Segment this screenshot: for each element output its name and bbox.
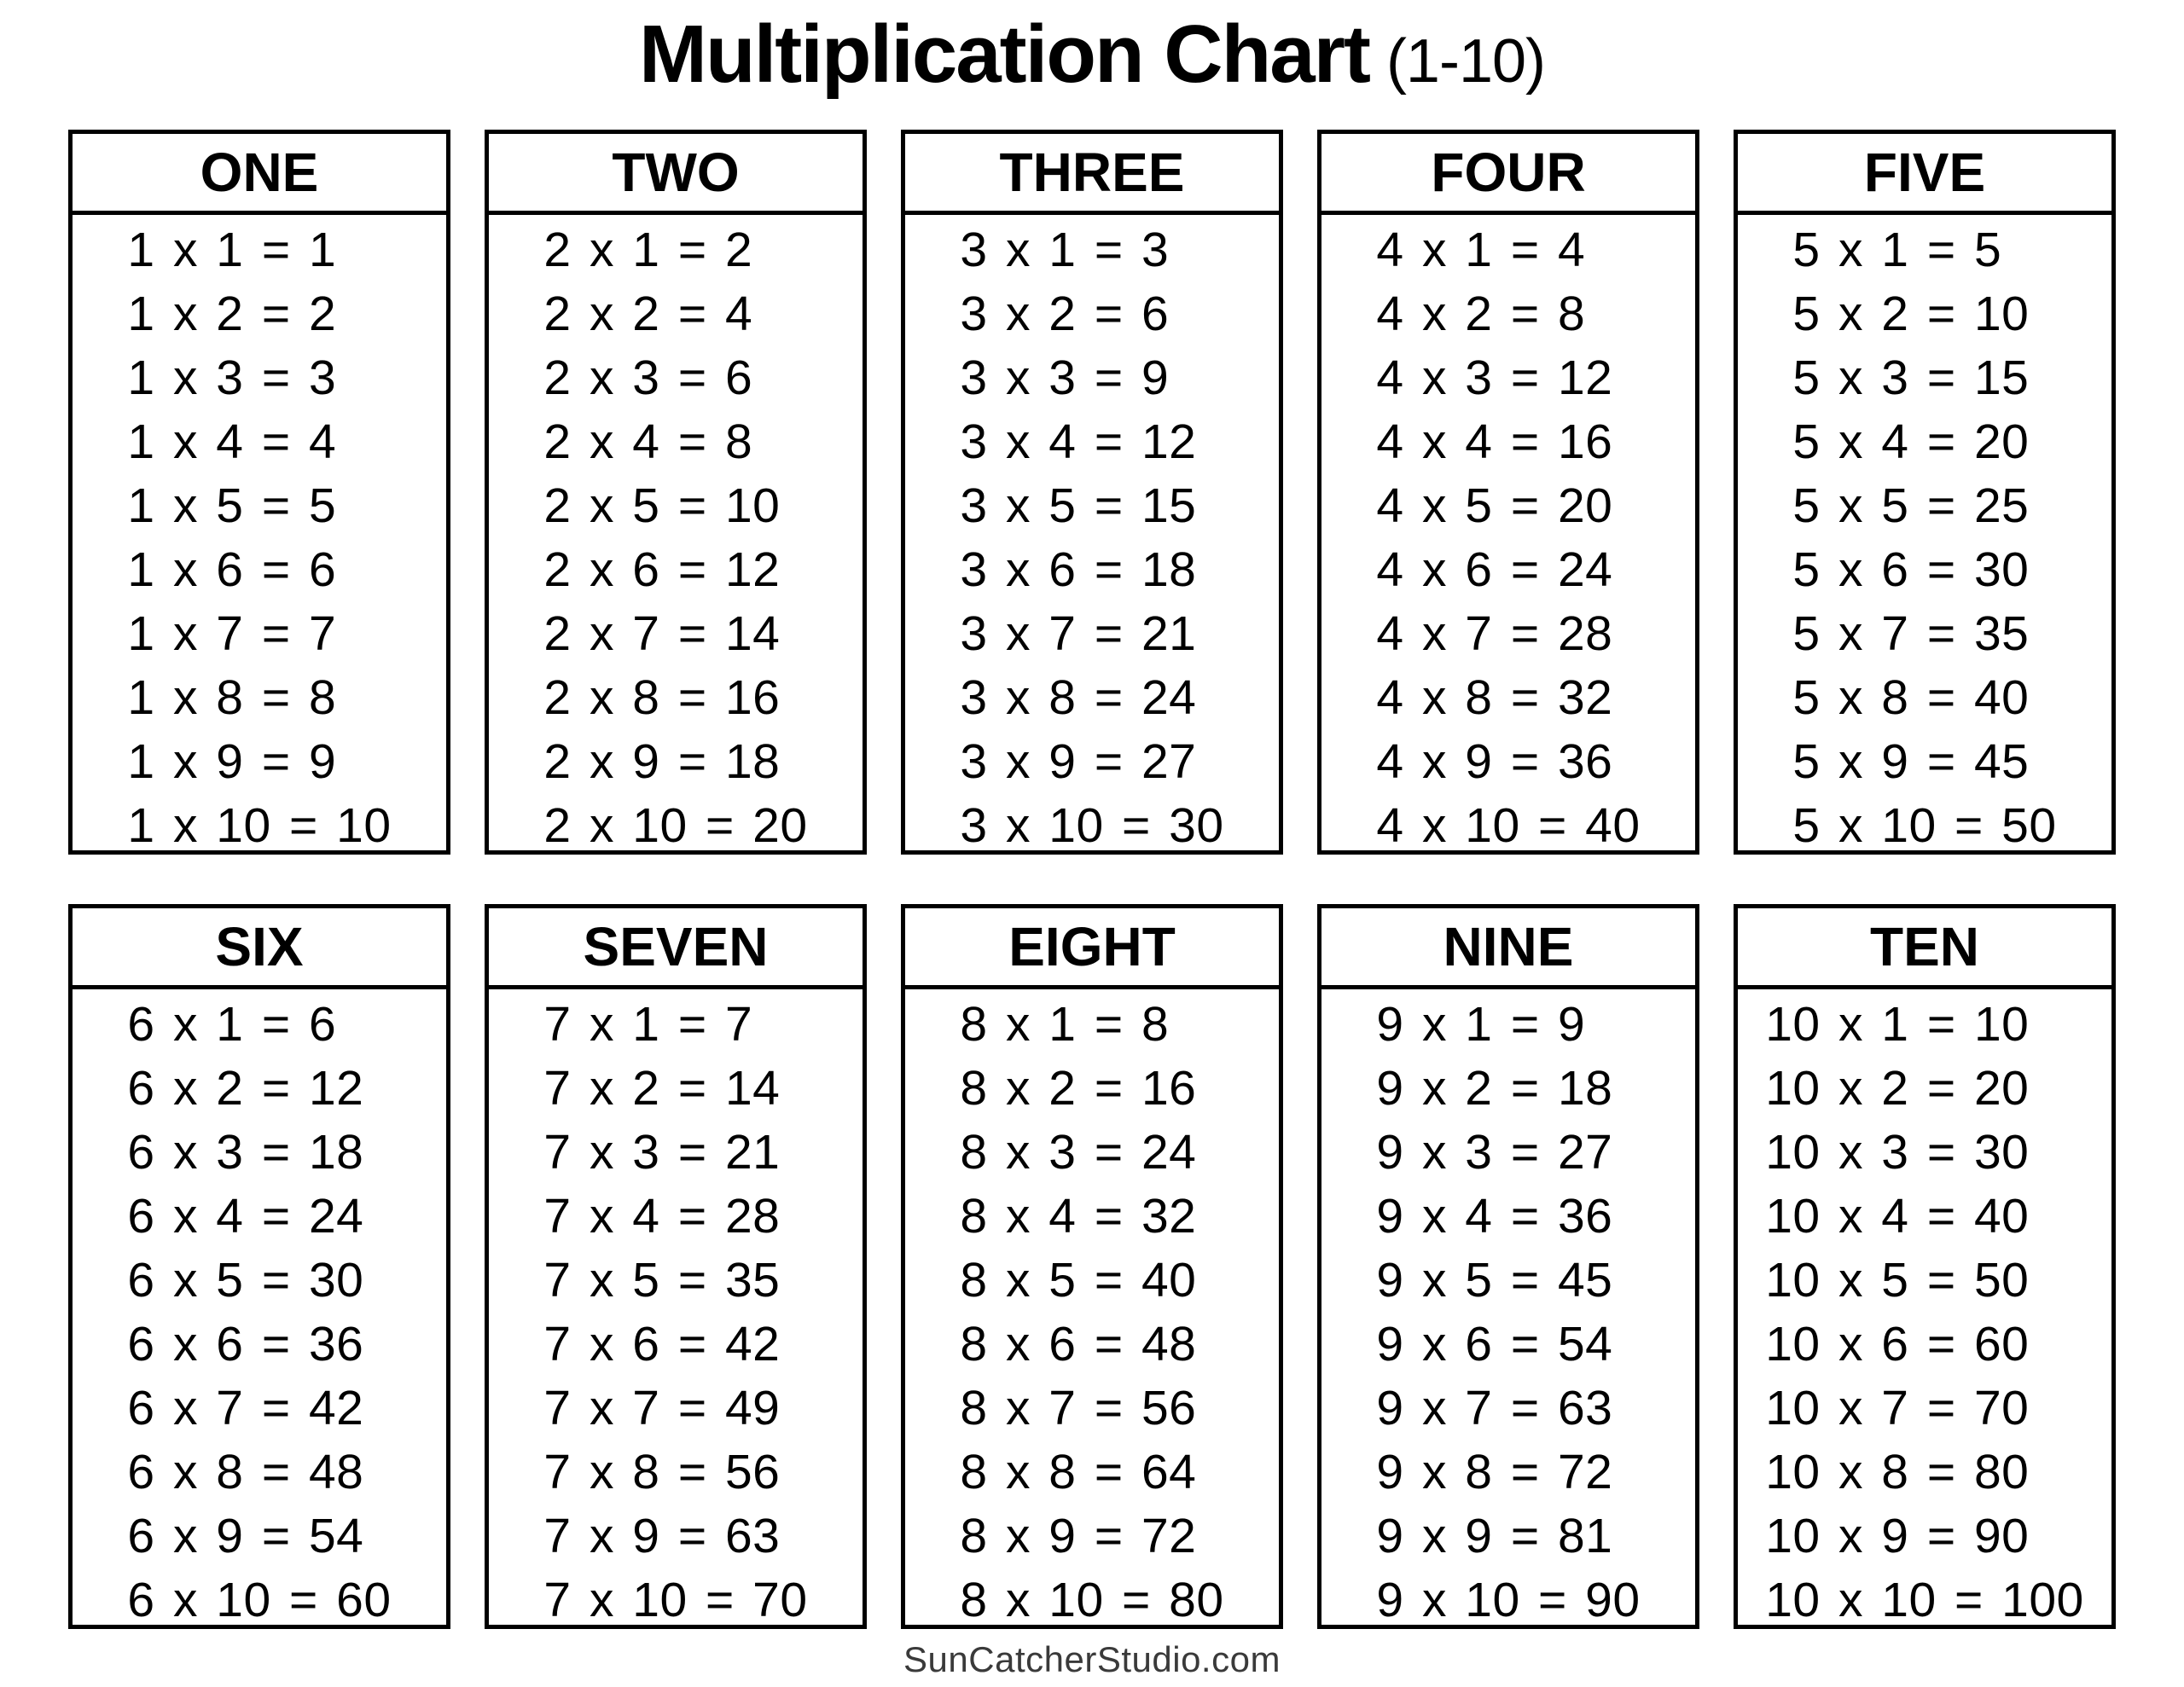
fact-line: 6 x 4 = 24 bbox=[127, 1189, 364, 1244]
fact-line: 1 x 8 = 8 bbox=[127, 670, 337, 725]
fact-line: 9 x 10 = 90 bbox=[1376, 1573, 1641, 1627]
fact-line: 9 x 8 = 72 bbox=[1376, 1445, 1613, 1499]
fact-line: 2 x 4 = 8 bbox=[543, 415, 753, 469]
facts-block bbox=[1765, 993, 2084, 1632]
fact-line: 9 x 6 = 54 bbox=[1376, 1317, 1613, 1371]
fact-line: 4 x 5 = 20 bbox=[1376, 478, 1613, 533]
fact-line: 7 x 5 = 35 bbox=[543, 1253, 781, 1307]
fact-line: 7 x 8 = 56 bbox=[543, 1445, 781, 1499]
fact-line: 3 x 6 = 18 bbox=[960, 542, 1197, 597]
facts-block bbox=[127, 218, 391, 858]
fact-line: 6 x 8 = 48 bbox=[127, 1445, 364, 1499]
fact-line: 5 x 7 = 35 bbox=[1792, 606, 2030, 661]
fact-line: 8 x 6 = 48 bbox=[960, 1317, 1197, 1371]
fact-line: 9 x 4 = 36 bbox=[1376, 1189, 1613, 1244]
fact-line: 3 x 4 = 12 bbox=[960, 415, 1197, 469]
fact-line: 5 x 10 = 50 bbox=[1792, 798, 2057, 853]
multiplication-table-card bbox=[1734, 130, 2116, 855]
card-header-label: TEN bbox=[1738, 908, 2111, 989]
fact-line: 7 x 4 = 28 bbox=[543, 1189, 781, 1244]
fact-line: 8 x 9 = 72 bbox=[960, 1509, 1197, 1563]
multiplication-table-card bbox=[1734, 904, 2116, 1629]
fact-line: 1 x 3 = 3 bbox=[127, 351, 337, 405]
fact-line: 5 x 8 = 40 bbox=[1792, 670, 2030, 725]
facts-block bbox=[1376, 993, 1640, 1632]
fact-line: 1 x 2 = 2 bbox=[127, 287, 337, 341]
fact-line: 4 x 9 = 36 bbox=[1376, 734, 1613, 789]
fact-line: 2 x 8 = 16 bbox=[543, 670, 781, 725]
card-header-label: THREE bbox=[905, 134, 1279, 215]
facts-block bbox=[543, 218, 807, 858]
fact-line: 1 x 10 = 10 bbox=[127, 798, 392, 853]
card-body bbox=[73, 989, 446, 1627]
card-header-label: ONE bbox=[73, 134, 446, 215]
fact-line: 8 x 8 = 64 bbox=[960, 1445, 1197, 1499]
facts-block bbox=[127, 993, 391, 1632]
page-title-text: Multiplication Chart bbox=[638, 9, 1369, 100]
fact-line: 6 x 2 = 12 bbox=[127, 1061, 364, 1116]
multiplication-table-card bbox=[485, 130, 867, 855]
fact-line: 10 x 6 = 60 bbox=[1765, 1317, 2030, 1371]
fact-line: 6 x 6 = 36 bbox=[127, 1317, 364, 1371]
fact-line: 8 x 3 = 24 bbox=[960, 1125, 1197, 1180]
card-body bbox=[905, 989, 1279, 1627]
fact-line: 2 x 2 = 4 bbox=[543, 287, 753, 341]
fact-line: 10 x 7 = 70 bbox=[1765, 1381, 2030, 1435]
fact-line: 7 x 7 = 49 bbox=[543, 1381, 781, 1435]
facts-block bbox=[1792, 218, 2056, 858]
fact-line: 6 x 9 = 54 bbox=[127, 1509, 364, 1563]
multiplication-table-card bbox=[485, 904, 867, 1629]
fact-line: 10 x 3 = 30 bbox=[1765, 1125, 2030, 1180]
fact-line: 3 x 1 = 3 bbox=[960, 223, 1170, 277]
fact-line: 10 x 8 = 80 bbox=[1765, 1445, 2030, 1499]
fact-line: 4 x 4 = 16 bbox=[1376, 415, 1613, 469]
card-body bbox=[905, 215, 1279, 853]
fact-line: 8 x 2 = 16 bbox=[960, 1061, 1197, 1116]
card-header-label: TWO bbox=[489, 134, 863, 215]
fact-line: 6 x 1 = 6 bbox=[127, 997, 337, 1052]
fact-line: 3 x 9 = 27 bbox=[960, 734, 1197, 789]
fact-line: 8 x 10 = 80 bbox=[960, 1573, 1224, 1627]
fact-line: 1 x 5 = 5 bbox=[127, 478, 337, 533]
fact-line: 5 x 2 = 10 bbox=[1792, 287, 2030, 341]
fact-line: 4 x 6 = 24 bbox=[1376, 542, 1613, 597]
fact-line: 9 x 1 = 9 bbox=[1376, 997, 1586, 1052]
fact-line: 10 x 1 = 10 bbox=[1765, 997, 2030, 1052]
fact-line: 8 x 5 = 40 bbox=[960, 1253, 1197, 1307]
fact-line: 7 x 10 = 70 bbox=[543, 1573, 808, 1627]
fact-line: 4 x 1 = 4 bbox=[1376, 223, 1586, 277]
fact-line: 7 x 2 = 14 bbox=[543, 1061, 781, 1116]
fact-line: 9 x 7 = 63 bbox=[1376, 1381, 1613, 1435]
fact-line: 2 x 5 = 10 bbox=[543, 478, 781, 533]
fact-line: 10 x 10 = 100 bbox=[1765, 1573, 2084, 1627]
card-header-label: EIGHT bbox=[905, 908, 1279, 989]
footer-website-text: SunCatcherStudio.com bbox=[903, 1639, 1281, 1679]
fact-line: 5 x 6 = 30 bbox=[1792, 542, 2030, 597]
card-body bbox=[1738, 215, 2111, 853]
fact-line: 10 x 4 = 40 bbox=[1765, 1189, 2030, 1244]
fact-line: 4 x 10 = 40 bbox=[1376, 798, 1641, 853]
fact-line: 4 x 8 = 32 bbox=[1376, 670, 1613, 725]
fact-line: 4 x 2 = 8 bbox=[1376, 287, 1586, 341]
fact-line: 2 x 9 = 18 bbox=[543, 734, 781, 789]
fact-line: 3 x 8 = 24 bbox=[960, 670, 1197, 725]
fact-line: 9 x 3 = 27 bbox=[1376, 1125, 1613, 1180]
fact-line: 3 x 2 = 6 bbox=[960, 287, 1170, 341]
fact-line: 8 x 7 = 56 bbox=[960, 1381, 1197, 1435]
fact-line: 1 x 4 = 4 bbox=[127, 415, 337, 469]
card-body bbox=[1321, 989, 1695, 1627]
fact-line: 9 x 5 = 45 bbox=[1376, 1253, 1613, 1307]
fact-line: 5 x 5 = 25 bbox=[1792, 478, 2030, 533]
fact-line: 1 x 7 = 7 bbox=[127, 606, 337, 661]
fact-line: 10 x 5 = 50 bbox=[1765, 1253, 2030, 1307]
card-body bbox=[489, 215, 863, 853]
facts-block bbox=[1376, 218, 1640, 858]
card-body bbox=[1738, 989, 2111, 1627]
fact-line: 6 x 10 = 60 bbox=[127, 1573, 392, 1627]
multiplication-table-card bbox=[901, 904, 1283, 1629]
multiplication-table-card bbox=[68, 130, 450, 855]
card-header-label: SEVEN bbox=[489, 908, 863, 989]
multiplication-cards-grid bbox=[0, 130, 2184, 1629]
fact-line: 5 x 1 = 5 bbox=[1792, 223, 2002, 277]
card-header-label: FOUR bbox=[1321, 134, 1695, 215]
fact-line: 10 x 9 = 90 bbox=[1765, 1509, 2030, 1563]
card-header-label: NINE bbox=[1321, 908, 1695, 989]
page-title-range: (1-10) bbox=[1385, 27, 1546, 96]
fact-line: 9 x 2 = 18 bbox=[1376, 1061, 1613, 1116]
fact-line: 10 x 2 = 20 bbox=[1765, 1061, 2030, 1116]
facts-block bbox=[543, 993, 807, 1632]
fact-line: 6 x 3 = 18 bbox=[127, 1125, 364, 1180]
fact-line: 2 x 7 = 14 bbox=[543, 606, 781, 661]
fact-line: 3 x 7 = 21 bbox=[960, 606, 1197, 661]
fact-line: 7 x 9 = 63 bbox=[543, 1509, 781, 1563]
fact-line: 1 x 6 = 6 bbox=[127, 542, 337, 597]
fact-line: 6 x 5 = 30 bbox=[127, 1253, 364, 1307]
multiplication-table-card bbox=[1317, 904, 1699, 1629]
facts-block bbox=[960, 993, 1223, 1632]
fact-line: 4 x 7 = 28 bbox=[1376, 606, 1613, 661]
fact-line: 2 x 10 = 20 bbox=[543, 798, 808, 853]
fact-line: 1 x 1 = 1 bbox=[127, 223, 337, 277]
page-footer bbox=[0, 1639, 2184, 1680]
fact-line: 5 x 3 = 15 bbox=[1792, 351, 2030, 405]
fact-line: 8 x 4 = 32 bbox=[960, 1189, 1197, 1244]
fact-line: 3 x 5 = 15 bbox=[960, 478, 1197, 533]
multiplication-table-card bbox=[901, 130, 1283, 855]
fact-line: 1 x 9 = 9 bbox=[127, 734, 337, 789]
fact-line: 2 x 6 = 12 bbox=[543, 542, 781, 597]
fact-line: 2 x 1 = 2 bbox=[543, 223, 753, 277]
fact-line: 8 x 1 = 8 bbox=[960, 997, 1170, 1052]
multiplication-table-card bbox=[1317, 130, 1699, 855]
fact-line: 9 x 9 = 81 bbox=[1376, 1509, 1613, 1563]
card-body bbox=[489, 989, 863, 1627]
fact-line: 7 x 1 = 7 bbox=[543, 997, 753, 1052]
fact-line: 3 x 10 = 30 bbox=[960, 798, 1224, 853]
fact-line: 7 x 3 = 21 bbox=[543, 1125, 781, 1180]
fact-line: 6 x 7 = 42 bbox=[127, 1381, 364, 1435]
fact-line: 7 x 6 = 42 bbox=[543, 1317, 781, 1371]
fact-line: 4 x 3 = 12 bbox=[1376, 351, 1613, 405]
fact-line: 5 x 9 = 45 bbox=[1792, 734, 2030, 789]
page-title bbox=[0, 0, 2184, 130]
card-header-label: FIVE bbox=[1738, 134, 2111, 215]
fact-line: 3 x 3 = 9 bbox=[960, 351, 1170, 405]
card-body bbox=[1321, 215, 1695, 853]
fact-line: 2 x 3 = 6 bbox=[543, 351, 753, 405]
card-body bbox=[73, 215, 446, 853]
fact-line: 5 x 4 = 20 bbox=[1792, 415, 2030, 469]
facts-block bbox=[960, 218, 1223, 858]
multiplication-table-card bbox=[68, 904, 450, 1629]
card-header-label: SIX bbox=[73, 908, 446, 989]
